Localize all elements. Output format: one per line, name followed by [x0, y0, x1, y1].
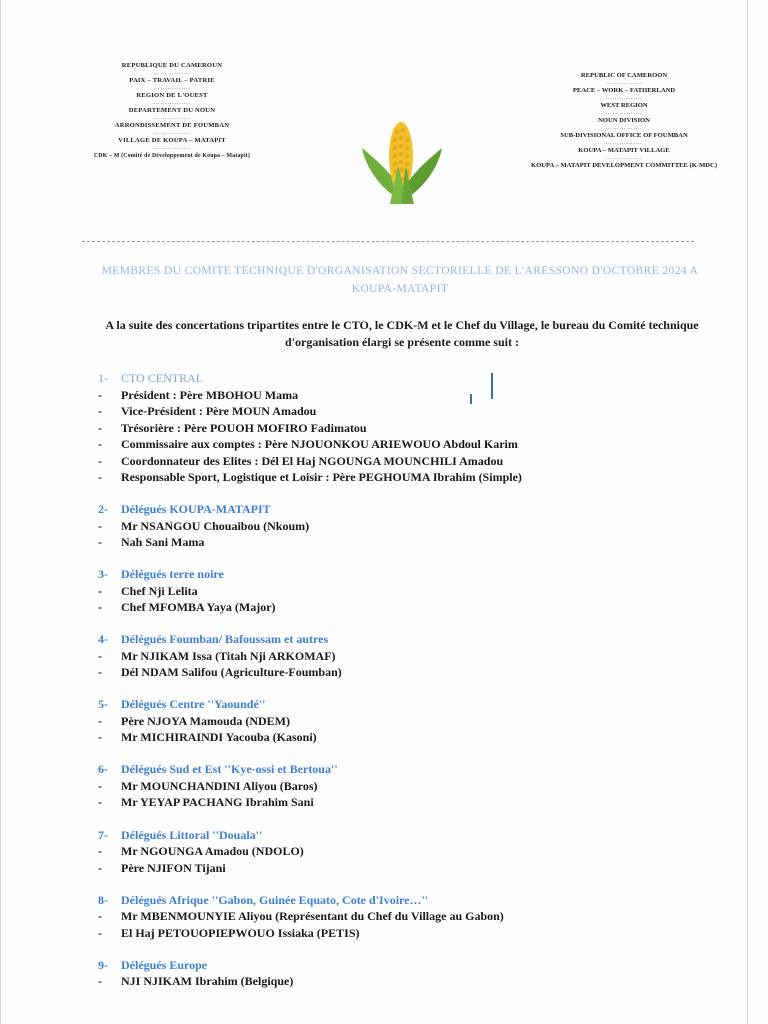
header-left-line: REPUBLIQUE DU CAMEROUN: [121, 62, 223, 69]
section-title-text: Délégués Sud et Est ''Kye-ossi et Bertoua'': [121, 762, 338, 777]
list-item: [98, 664, 718, 681]
list-item: [98, 403, 718, 420]
list-item: [98, 453, 718, 470]
list-item-text: Mr MOUNCHANDINI Aliyou (Baros): [121, 778, 318, 793]
list-marker: -: [98, 404, 102, 418]
list-item-text: Chef MFOMBA Yaya (Major): [121, 600, 276, 615]
list-item: [98, 973, 718, 990]
header-left-line: PAIX – TRAVAIL – PATRIE: [129, 77, 215, 84]
list-marker: -: [98, 387, 102, 402]
section-title: [98, 827, 718, 844]
list-item-text: Mr NGOUNGA Amadou (NDOLO): [121, 844, 304, 859]
list-marker: -: [98, 730, 102, 745]
list-item-text: Chef Nji Lelita: [121, 583, 198, 598]
list-item-text: Président : Père MBOHOU Mama: [121, 387, 299, 402]
list-item: [98, 648, 718, 665]
header-left-line: REGION DE L'OUEST: [136, 92, 208, 99]
list-item-text: Coordonnateur des Elites : Dél El Haj NGOUNGA MOUNCHILI Amadou: [121, 453, 504, 468]
list-item: [98, 436, 718, 453]
header-separator: …………….: [605, 125, 643, 131]
list-marker: -: [98, 860, 102, 875]
section-afrique: [98, 892, 718, 942]
list-item: [98, 925, 718, 942]
header-left-block: [48, 62, 296, 160]
section-title: [98, 370, 718, 387]
section-number: 4-: [98, 632, 108, 647]
list-item: [98, 518, 718, 535]
list-item-text: Commissaire aux comptes : Père NJOUONKOU ARIEWOUO Abdoul Karim: [121, 437, 518, 451]
sections-list: [98, 370, 718, 1005]
document-title: MEMBRES DU COMITE TECHNIQUE D'ORGANISATION SECTORIELLE DE L'ARESSONO D'OCTOBRE 2024 A KOUPA-MATAPIT: [101, 265, 699, 295]
list-item: [98, 794, 718, 811]
header-separator: …………….: [153, 85, 191, 91]
list-item-text: Trésorière : Père POUOH MOFIRO Fadimatou: [121, 420, 367, 435]
list-marker: -: [98, 665, 102, 680]
section-title: [98, 761, 718, 778]
list-item: [98, 583, 718, 600]
list-item-text: Père NJOYA Mamouda (NDEM): [121, 713, 290, 728]
section-number: 5-: [98, 697, 108, 712]
list-marker: -: [98, 453, 102, 468]
list-item: [98, 860, 718, 877]
header-right-line: KOUPA – MATAPIT DEVELOPMENT COMMITTEE (K-MDC): [530, 162, 718, 169]
list-item: [98, 469, 718, 486]
header-right-line: PEACE – WORK – FATHERLAND: [572, 87, 676, 94]
list-marker: -: [98, 778, 102, 793]
header-left-line: CDK – M (Comité de Développement de Koupa – Matapit): [93, 153, 251, 159]
section-number: 7-: [98, 827, 108, 842]
list-item: [98, 908, 718, 925]
list-item-text: Père NJIFON Tijani: [121, 860, 226, 875]
list-item: [98, 843, 718, 860]
list-marker: -: [98, 583, 102, 598]
list-item-text: NJI NJIKAM Ibrahim (Belgique): [121, 974, 294, 989]
section-title-text: Délégués Afrique ''Gabon, Guinée Equato, Cote d'Ivoire…'': [121, 892, 429, 907]
header-divider: [82, 241, 694, 242]
list-marker: -: [98, 925, 102, 940]
section-title: [98, 566, 718, 583]
list-marker: -: [98, 909, 102, 924]
header-separator: …………….: [153, 100, 191, 106]
section-title-text: Délégués Foumban/ Bafoussam et autres: [121, 632, 329, 647]
list-item: [98, 599, 718, 616]
list-item-text: Mr MICHIRAINDI Yacouba (Kasoni): [121, 730, 317, 745]
section-title-text: Délégués Europe: [121, 957, 208, 972]
section-title: [98, 501, 718, 518]
page-edge-left: [0, 0, 1, 1024]
section-title-text: CTO CENTRAL: [121, 371, 204, 385]
header-left-line: DEPARTEMENT DU NOUN: [128, 107, 216, 114]
header-right-line: SUB-DIVISIONAL OFFICE OF FOUMBAN: [560, 132, 688, 139]
header-separator: …………….: [153, 70, 191, 76]
list-item: [98, 729, 718, 746]
section-title-text: Délégués Littoral ''Douala'': [121, 827, 263, 842]
header-separator: …………….: [153, 145, 191, 151]
section-number: 6-: [98, 762, 108, 777]
list-item-text: Nah Sani Mama: [121, 535, 205, 550]
section-title-text: Délégués terre noire: [121, 567, 224, 582]
list-marker: -: [98, 437, 102, 451]
section-terre-noire: [98, 566, 718, 616]
section-littoral-douala: [98, 827, 718, 877]
list-marker: -: [98, 648, 102, 663]
list-marker: -: [98, 974, 102, 989]
list-item: [98, 420, 718, 437]
page-edge-right: [747, 0, 748, 1024]
list-item-text: Responsable Sport, Logistique et Loisir : Père PEGHOUMA Ibrahim (Simple): [121, 470, 522, 484]
section-cto-central: [98, 370, 718, 486]
section-centre-yaounde: [98, 696, 718, 746]
header-separator: …………….: [153, 130, 191, 136]
section-title-text: Délégués Centre ''Yaoundé'': [121, 697, 266, 712]
list-item-text: Dél NDAM Salifou (Agriculture-Foumban): [121, 665, 342, 680]
header-separator: …………….: [605, 155, 643, 161]
list-item: [98, 387, 718, 404]
list-item-text: Mr NSANGOU Chouaibou (Nkoum): [121, 518, 310, 533]
header-separator: …………….: [153, 115, 191, 121]
header-right-line: WEST REGION: [600, 102, 648, 109]
header-separator: …………….: [605, 80, 643, 86]
section-number: 9-: [98, 957, 108, 972]
list-item: [98, 713, 718, 730]
list-marker: -: [98, 518, 102, 533]
header-left-line: VILLAGE DE KOUPA – MATAPIT: [118, 137, 226, 144]
list-marker: -: [98, 713, 102, 728]
list-item-text: Vice-Président : Père MOUN Amadou: [121, 404, 317, 418]
list-marker: -: [98, 844, 102, 859]
section-number: 3-: [98, 567, 108, 582]
list-item-text: Mr MBENMOUNYIE Aliyou (Représentant du Chef du Village au Gabon): [121, 909, 504, 924]
header-separator: …………….: [605, 110, 643, 116]
header-right-line: KOUPA – MATAPIT VILLAGE: [578, 147, 670, 154]
section-koupa-matapit: [98, 501, 718, 551]
list-marker: -: [98, 470, 102, 484]
section-sud-est: [98, 761, 718, 811]
list-marker: -: [98, 535, 102, 550]
list-item: [98, 534, 718, 551]
section-title: [98, 892, 718, 909]
header-right-line: REPUBLIC OF CAMEROON: [580, 72, 668, 79]
header-right-block: [508, 72, 740, 170]
corn-cob-icon: [360, 108, 444, 208]
list-marker: -: [98, 420, 102, 435]
intro-paragraph: A la suite des concertations tripartites entre le CTO, le CDK-M et le Chef du Village, le bureau du Comité technique d'organisation élargi se présente comme suit :: [105, 318, 699, 349]
section-foumban-bafoussam: [98, 631, 718, 681]
list-item-text: Mr YEYAP PACHANG Ibrahim Sani: [121, 795, 314, 810]
section-number: 1-: [98, 371, 108, 385]
header-separator: …………….: [605, 140, 643, 146]
section-title-text: Délégués KOUPA-MATAPIT: [121, 502, 271, 517]
header-separator: …………….: [605, 95, 643, 101]
section-title: [98, 631, 718, 648]
section-europe: [98, 957, 718, 990]
section-number: 2-: [98, 502, 108, 517]
header-left-line: ARRONDISSEMENT DE FOUMBAN: [114, 122, 230, 129]
list-item-text: El Haj PETOUOPIEPWOUO Issiaka (PETIS): [121, 925, 360, 940]
list-marker: -: [98, 795, 102, 810]
section-title: [98, 957, 718, 974]
section-title: [98, 696, 718, 713]
section-number: 8-: [98, 892, 108, 907]
list-item-text: Mr NJIKAM Issa (Titah Nji ARKOMAF): [121, 648, 336, 663]
list-marker: -: [98, 600, 102, 615]
list-item: [98, 778, 718, 795]
header-right-line: NOUN DIVISION: [598, 117, 650, 124]
